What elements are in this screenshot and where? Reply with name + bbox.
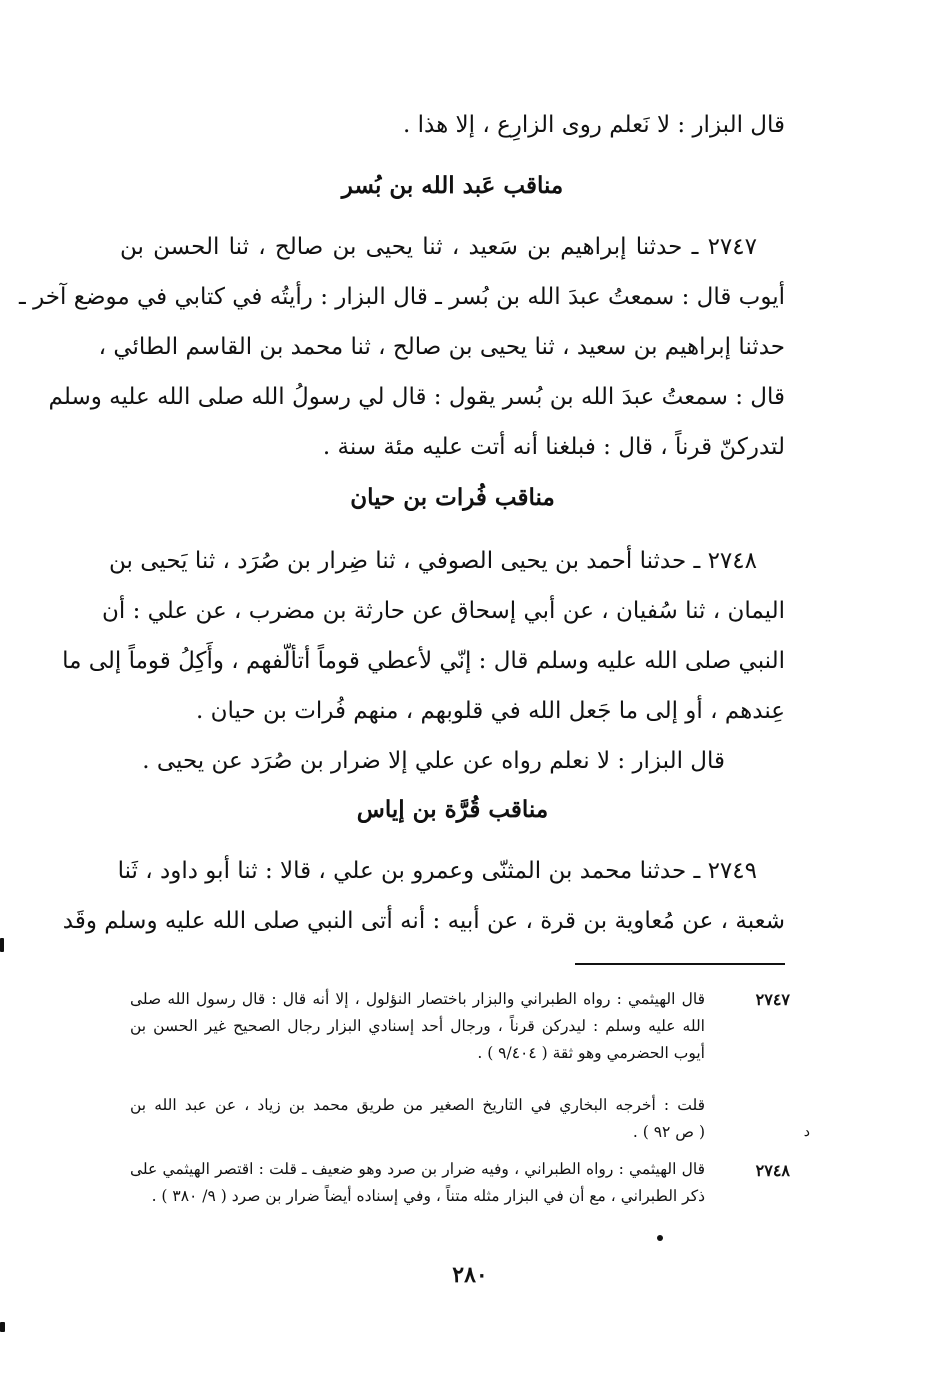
footnote-2747 (130, 986, 705, 1067)
footnote-separator (575, 963, 785, 965)
text-line: اليمان ، ثنا سُفيان ، عن أبي إسحاق عن حارثة بن مضرب ، عن علي : أن (101, 598, 785, 624)
footnote-line: أيوب الحضرمي وهو ثقة ( ٩/٤٠٤ ) . (477, 1044, 705, 1062)
text-line: أيوب قال : سمعتُ عبدَ الله بن بُسر ـ قال البزار : رأيتُه في كتابي في موضع آخر ـ (19, 284, 785, 310)
hadith-2747 (19, 222, 785, 472)
text-line: ٢٧٤٧ ـ حدثنا إبراهيم بن سَعيد ، ثنا يحيى بن صالح ، ثنا الحسن بن (120, 234, 757, 260)
footnote-2748 (130, 1156, 705, 1210)
section-heading-2747: مناقب عَبد الله بن بُسر (341, 172, 564, 199)
text-line: قال : سمعتُ عبدَ الله بن بُسر يقول : قال لي رسولُ الله صلى الله عليه وسلم (48, 384, 785, 410)
footnote-marker: د (803, 1124, 810, 1140)
text-line: حدثنا إبراهيم بن سعيد ، ثنا يحيى بن صالح ، ثنا محمد بن القاسم الطائي ، (98, 334, 785, 360)
footnote-line: ذكر الطبراني ، مع أن في البزار مثله متناً ، وفي إسناده أيضاً ضرار بن صرد ( ٩/ ٣٨٠ ) . (151, 1187, 705, 1205)
footnote-note (130, 1092, 705, 1146)
footnote-line: ( ص ٩٢ ) . (632, 1123, 705, 1141)
hadith-2748 (62, 536, 785, 786)
hadith-2749 (62, 846, 785, 946)
text-line: ٢٧٤٩ ـ حدثنا محمد بن المثنّى وعمرو بن علي ، قالا : ثنا أبو داود ، ثَنا (117, 858, 757, 884)
footnote-line: قال الهيثمي : رواه الطبراني ، وفيه ضرار بن صرد وهو ضعيف ـ قلت : اقتصر الهيثمي على (130, 1160, 705, 1178)
scan-speck (0, 1322, 5, 1332)
text-line: قال البزار : لا نعلم رواه عن علي إلا ضرار بن صُرَد عن يحيى . (142, 748, 725, 774)
footnote-number: ٢٧٤٧ (755, 990, 790, 1009)
footnote-number: ٢٧٤٨ (755, 1161, 790, 1180)
text-line: لتدركنّ قرناً ، قال : فبلغنا أنه أتت عليه مئة سنة . (322, 434, 785, 460)
text-line: النبي صلى الله عليه وسلم قال : إنّي لأعطي قوماً أتألّفهم ، وأَكِلُ قوماً إلى ما (62, 648, 785, 674)
text-line: ٢٧٤٨ ـ حدثنا أحمد بن يحيى الصوفي ، ثنا ضِرار بن صُرَد ، ثنا يَحيى بن (108, 548, 757, 574)
section-heading-2749: مناقب قُرَّة بن إياس (356, 796, 549, 823)
section-heading-2748: مناقب فُرات بن حيان (350, 484, 555, 511)
text-line: شعبة ، عن مُعاوية بن قرة ، عن أبيه : أنه أتى النبي صلى الله عليه وسلم وقَد (62, 908, 785, 934)
footnote-line: قلت : أخرجه البخاري في التاريخ الصغير من طريق محمد بن زياد ، عن عبد الله بن (130, 1096, 705, 1114)
page-number: ٢٨٠ (452, 1262, 488, 1288)
footnote-line: الله عليه وسلم : ليدركن قرناً ، ورجال أحد إسنادي البزار رجال الصحيح غير الحسن بن (130, 1017, 705, 1035)
text-line: عِندهم ، أو إلى ما جَعل الله في قلوبهم ، منهم فُرات بن حيان . (196, 698, 785, 724)
intro-paragraph (120, 100, 785, 150)
footnote-line: قال الهيثمي : رواه الطبراني والبزار باختصار النؤلول ، إلا أنه قال : قال رسول الله صلى (130, 990, 705, 1008)
scan-speck (657, 1235, 663, 1241)
text-line: قال البزار : لا نَعلم روى الزارِع ، إلا هذا . (403, 112, 785, 138)
scan-speck (0, 938, 4, 952)
